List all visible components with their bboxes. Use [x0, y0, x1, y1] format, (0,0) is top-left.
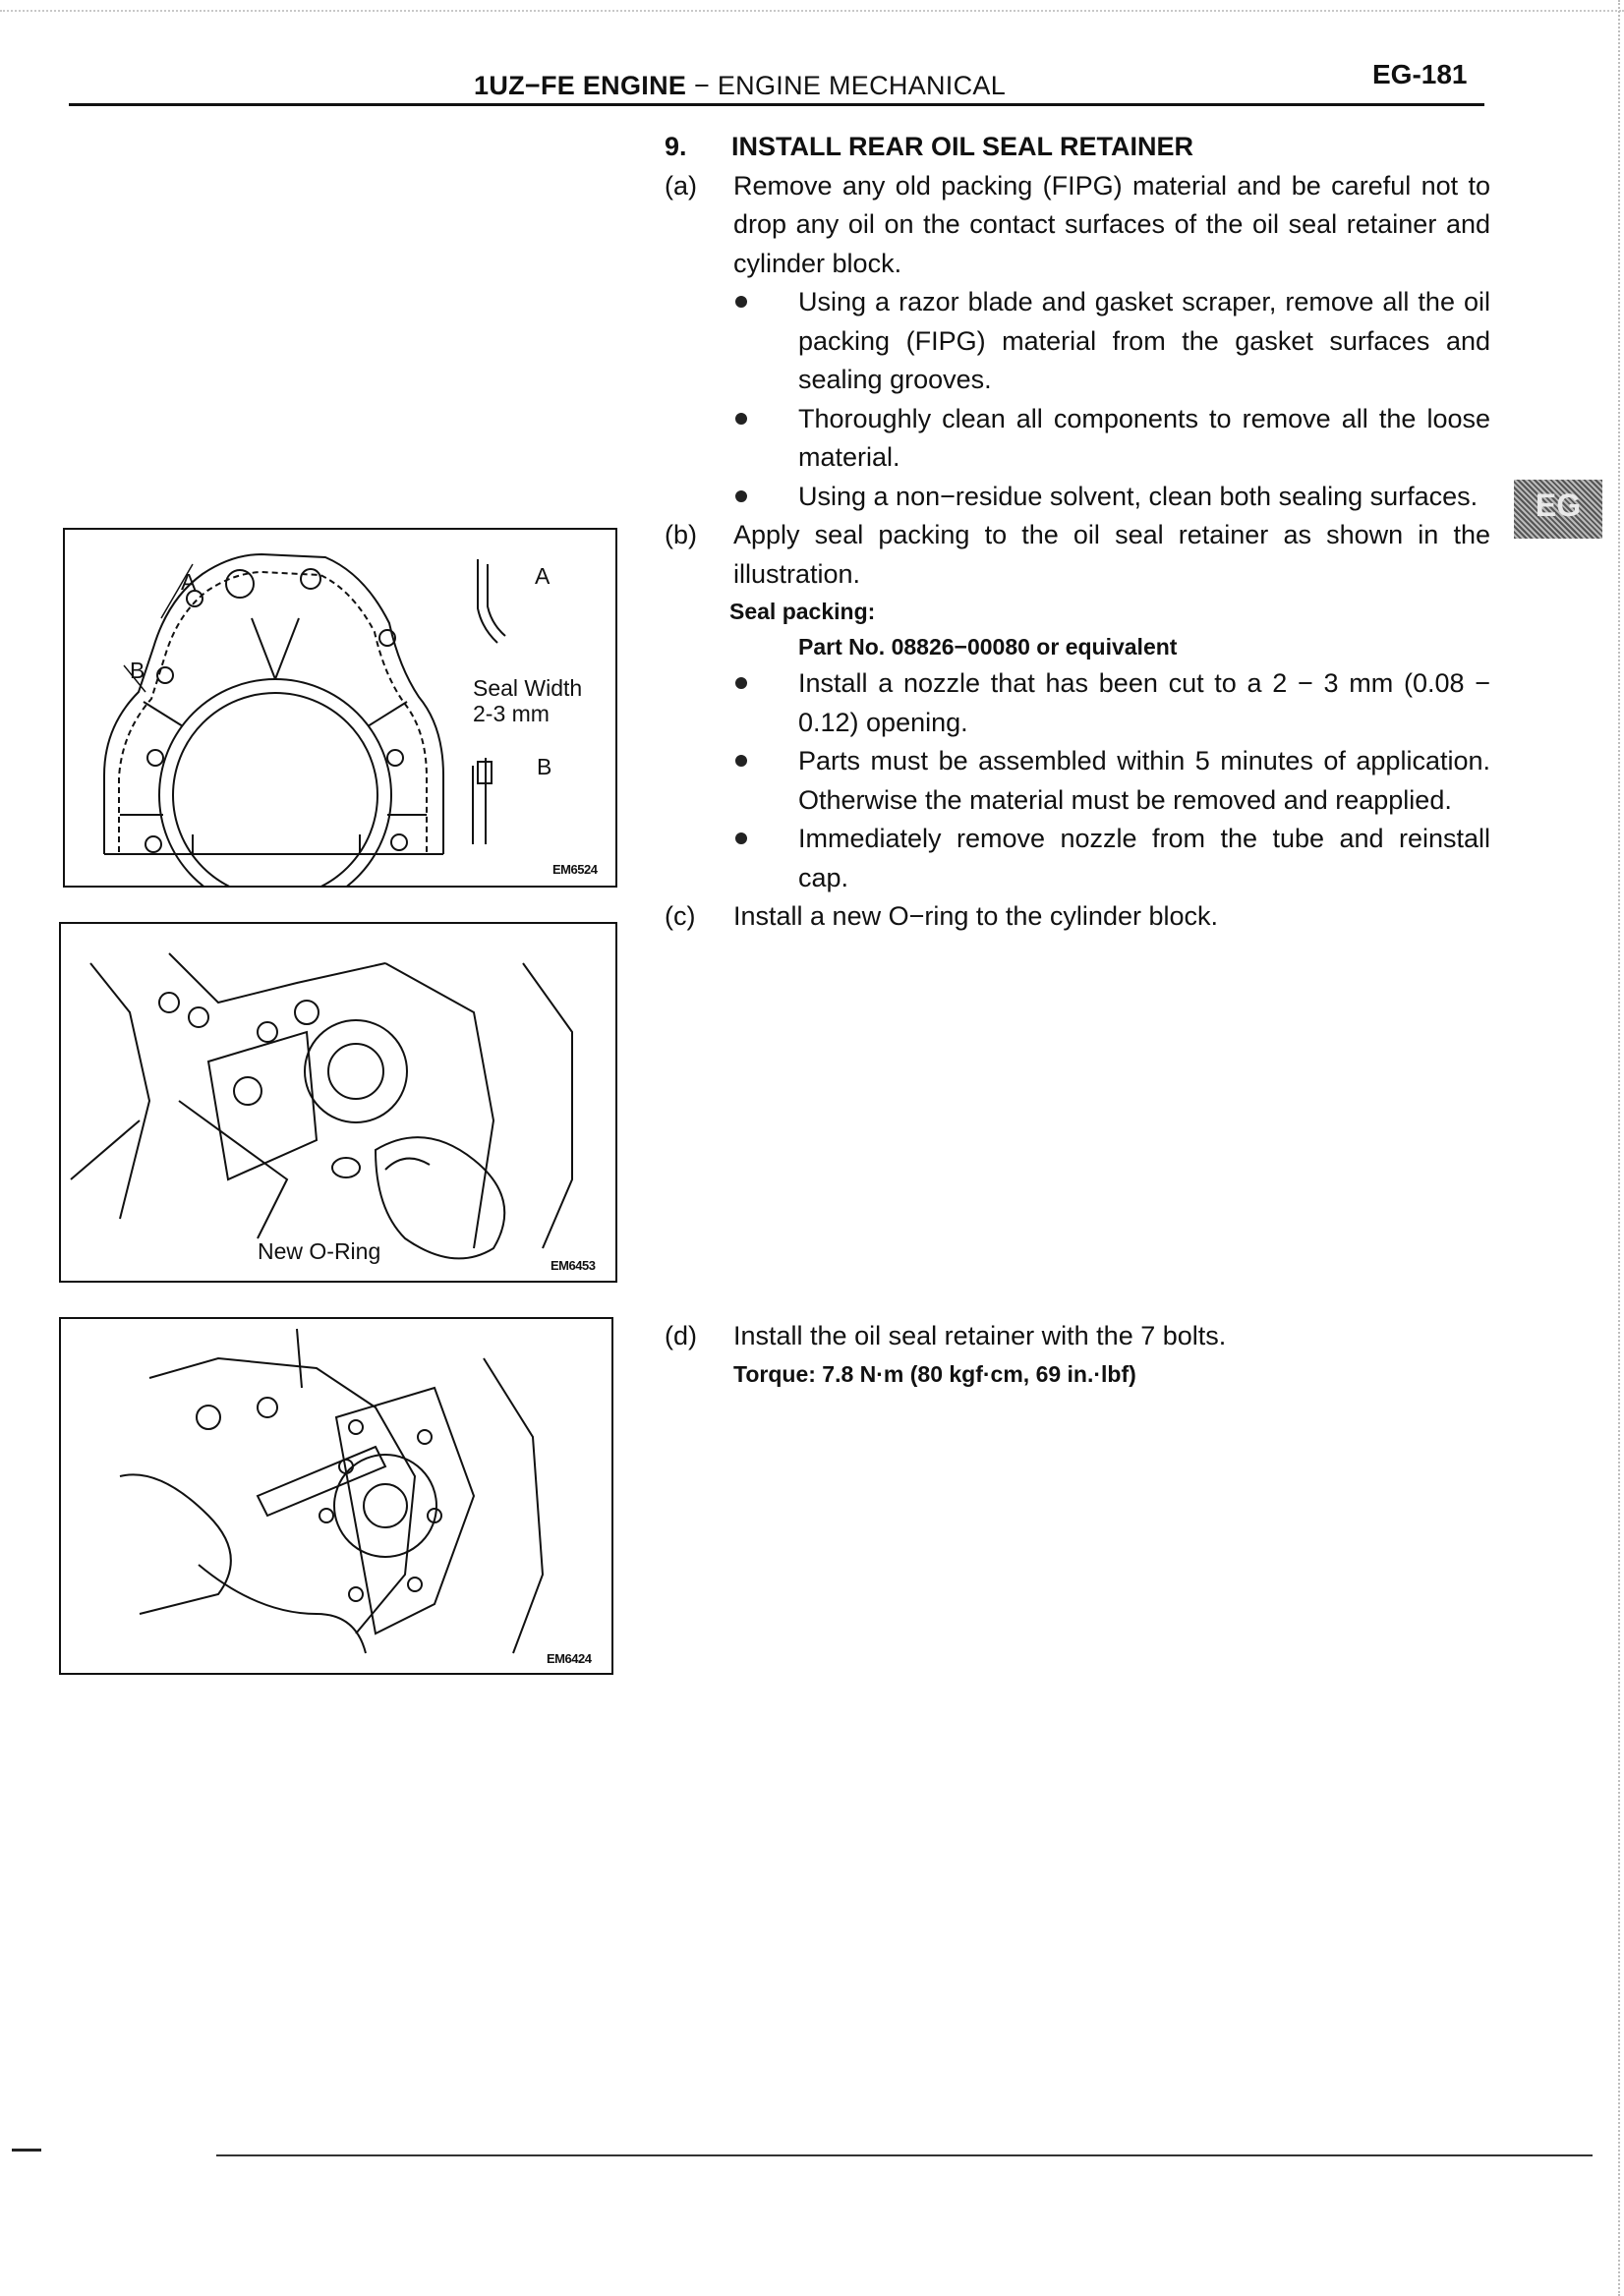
figure-code: EM6424	[547, 1651, 592, 1666]
figure-bolts	[59, 1317, 613, 1675]
substep-d	[665, 1317, 1490, 1356]
spec-value: Part No. 08826−00080 or equivalent	[798, 634, 1178, 660]
bullet-item: Using a non−residue solvent, clean both sealing surfaces.	[665, 478, 1490, 517]
substep-label: (c)	[665, 901, 696, 931]
bullet-icon	[735, 677, 747, 689]
o-ring-label: New O-Ring	[258, 1238, 381, 1264]
seal-width-label: Seal Width	[473, 675, 583, 701]
bullet-item: Immediately remove nozzle from the tube and reinstall cap.	[665, 820, 1490, 897]
seal-width-dimension: 2-3 mm	[473, 701, 550, 726]
step-9	[665, 128, 1490, 167]
figure-code: EM6453	[551, 1258, 596, 1273]
header-rule	[69, 103, 1484, 106]
scan-dotted-edge-top	[0, 10, 1624, 12]
substep-a	[665, 167, 1490, 284]
bolts-drawing	[61, 1319, 611, 1673]
bullet-icon	[735, 296, 747, 308]
spec-heading: Seal packing:	[729, 599, 876, 624]
substep-label: (a)	[665, 170, 697, 201]
substep-text: Install the oil seal retainer with the 7 bolts.	[733, 1321, 1227, 1350]
figure-o-ring	[59, 922, 617, 1283]
detail-b-label: B	[537, 754, 552, 779]
substep-text: Remove any old packing (FIPG) material and be careful not to drop any oil on the contact surfaces of the oil seal retainer and cylinder block.	[733, 170, 1490, 278]
procedure-text-d	[665, 1317, 1490, 1392]
callout-a: A	[181, 569, 197, 595]
figure-seal-retainer	[63, 528, 617, 888]
substep-text: Apply seal packing to the oil seal retainer as shown in the illustration.	[733, 520, 1490, 589]
bullet-icon	[735, 413, 747, 425]
step-title: INSTALL REAR OIL SEAL RETAINER	[731, 132, 1194, 161]
margin-dash	[12, 2149, 41, 2152]
substep-c	[665, 897, 1490, 937]
substep-label: (d)	[665, 1321, 697, 1350]
page-header-title: 1UZ−FE ENGINE − ENGINE MECHANICAL	[474, 71, 1007, 100]
bullet-icon	[735, 755, 747, 767]
bullet-item: Using a razor blade and gasket scraper, remove all the oil packing (FIPG) material from the gasket surfaces and sealing grooves.	[665, 283, 1490, 400]
bullet-icon	[735, 490, 747, 502]
scan-dotted-edge-right	[1618, 0, 1620, 2296]
bullet-item: Install a nozzle that has been cut to a 2 − 3 mm (0.08 − 0.12) opening.	[665, 664, 1490, 742]
callout-b: B	[130, 658, 145, 683]
figure-code: EM6524	[552, 862, 598, 877]
detail-a-label: A	[535, 563, 551, 589]
bullet-item: Parts must be assembled within 5 minutes of application. Otherwise the material must be removed and reapplied.	[665, 742, 1490, 820]
bullet-item: Thoroughly clean all components to remove all the loose material.	[665, 400, 1490, 478]
section-tab: EG	[1514, 480, 1602, 539]
substep-b	[665, 516, 1490, 594]
footer-rule	[216, 2154, 1593, 2156]
o-ring-drawing	[61, 924, 615, 1281]
bullet-icon	[735, 832, 747, 844]
substep-label: (b)	[665, 520, 697, 549]
page-number: EG-181	[1372, 59, 1468, 89]
torque-spec: Torque: 7.8 N·m (80 kgf·cm, 69 in.·lbf)	[733, 1360, 1136, 1387]
step-number: 9.	[665, 132, 687, 161]
procedure-text	[665, 128, 1490, 937]
substep-text: Install a new O−ring to the cylinder block.	[733, 901, 1219, 931]
